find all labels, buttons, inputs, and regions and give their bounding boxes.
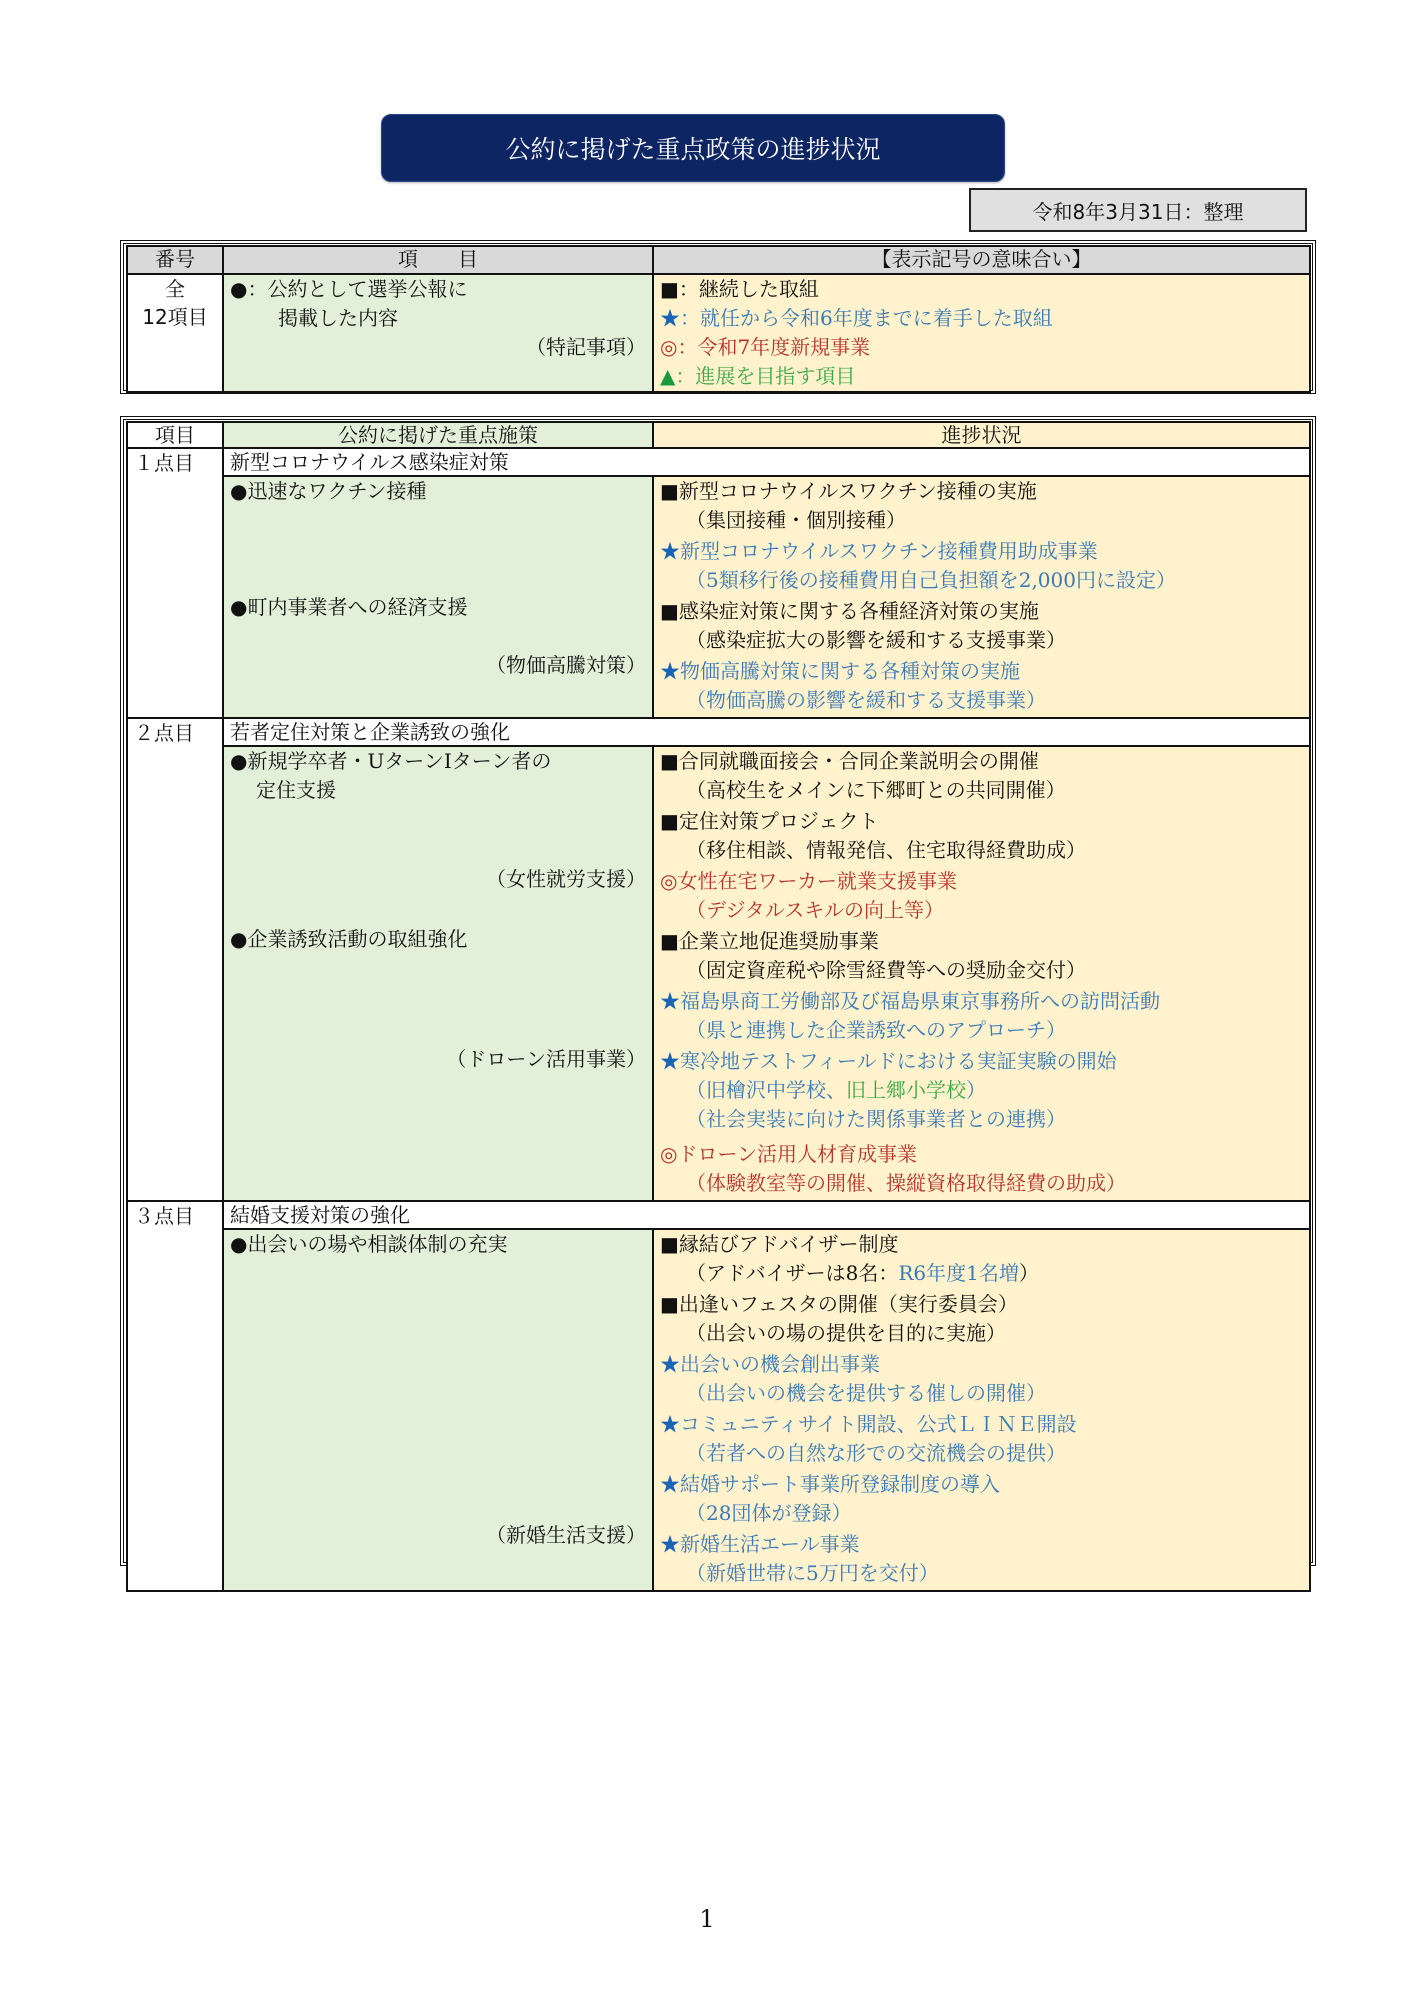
star-icon: ★: [660, 1412, 680, 1436]
policy-vaccination: ●迅速なワクチン接種: [230, 479, 427, 503]
section-3-header: [127, 1201, 1310, 1229]
section-2-progress: [653, 746, 1310, 1201]
legend-cell: [653, 274, 1310, 392]
item-line-2: 掲載した内容: [278, 306, 398, 330]
policy-settlement: ●新規学卒者・UターンIターン者の: [230, 749, 552, 773]
progress-item: ■縁結びアドバイザー制度 （アドバイザーは8名：R6年度1名増）: [660, 1232, 1039, 1285]
policy-note-price: （物価高騰対策）: [486, 653, 646, 677]
square-icon: ■: [660, 1232, 679, 1256]
number-cell: [127, 274, 223, 392]
header-legend: 【表示記号の意味合い】: [653, 246, 1310, 274]
section-2-title: 若者定住対策と企業誘致の強化: [223, 718, 1310, 746]
page-title: 公約に掲げた重点政策の進捗状況: [381, 114, 1005, 182]
section-3-title: 結婚支援対策の強化: [223, 1201, 1310, 1229]
section-1-header: [127, 448, 1310, 476]
star-icon: ★: [660, 539, 680, 563]
policy-note-newlywed: （新婚生活支援）: [486, 1523, 646, 1547]
section-3-body: [127, 1229, 1310, 1591]
section-1-number: １点目: [127, 448, 223, 718]
legend-item-progress: ▲：進展を目指す項目: [660, 364, 856, 388]
section-3-policies: [223, 1229, 653, 1591]
number-line-1: 全: [165, 277, 185, 301]
header-item: 項 目: [223, 246, 653, 274]
square-icon: ■: [660, 749, 679, 773]
policy-note-women: （女性就労支援）: [486, 867, 646, 891]
section-2-policies: [223, 746, 653, 1201]
progress-item: ★寒冷地テストフィールドにおける実証実験の開始 （旧檜沢中学校、旧上郷小学校） （社会実装に向けた関係事業者との連携）: [660, 1049, 1117, 1131]
star-icon: ★: [660, 1049, 680, 1073]
header-policy: 公約に掲げた重点施策: [223, 422, 653, 448]
header-number: 番号: [127, 246, 223, 274]
main-table: [126, 421, 1311, 1592]
header-progress: 進捗状況: [653, 422, 1310, 448]
section-2-header: [127, 718, 1310, 746]
progress-item: ■感染症対策に関する各種経済対策の実施 （感染症拡大の影響を緩和する支援事業）: [660, 599, 1066, 652]
square-icon: ■: [660, 479, 679, 503]
number-line-2: 12項目: [142, 305, 208, 329]
square-icon: ■: [660, 599, 679, 623]
triangle-icon: ▲: [660, 364, 676, 388]
progress-item: ■新型コロナウイルスワクチン接種の実施 （集団接種・個別接種）: [660, 479, 1037, 532]
section-1-progress: [653, 476, 1310, 718]
page-number: 1: [699, 1905, 715, 1933]
policy-company-attraction: ●企業誘致活動の取組強化: [230, 927, 468, 951]
square-icon: ■: [660, 277, 679, 301]
progress-item: ■合同就職面接会・合同企業説明会の開催 （高校生をメインに下郷町との共同開催）: [660, 749, 1066, 802]
policy-settlement-line2: 定住支援: [256, 778, 336, 802]
progress-item: ★物価高騰対策に関する各種対策の実施 （物価高騰の影響を緩和する支援事業）: [660, 659, 1046, 712]
item-note: （特記事項）: [526, 335, 646, 359]
double-circle-icon: ◎: [660, 1142, 678, 1166]
double-circle-icon: ◎: [660, 869, 678, 893]
star-icon: ★: [660, 659, 680, 683]
star-icon: ★: [660, 1472, 680, 1496]
section-3-progress: [653, 1229, 1310, 1591]
policy-note-drone: （ドローン活用事業）: [446, 1047, 646, 1071]
progress-item: ◎女性在宅ワーカー就業支援事業 （デジタルスキルの向上等）: [660, 869, 958, 922]
section-3-number: ３点目: [127, 1201, 223, 1591]
section-1-policies: [223, 476, 653, 718]
square-icon: ■: [660, 1292, 679, 1316]
date-label: 令和8年3月31日：整理: [969, 188, 1307, 232]
star-icon: ★: [660, 989, 680, 1013]
section-2-number: ２点目: [127, 718, 223, 1201]
star-icon: ★: [660, 306, 680, 330]
progress-item: ★福島県商工労働部及び福島県東京事務所への訪問活動 （県と連携した企業誘致へのアプローチ）: [660, 989, 1160, 1042]
progress-item: ◎ドローン活用人材育成事業 （体験教室等の開催、操縦資格取得経費の助成）: [660, 1142, 1126, 1195]
double-circle-icon: ◎: [660, 335, 678, 359]
legend-item-new: ◎：令和7年度新規事業: [660, 335, 871, 359]
square-icon: ■: [660, 809, 679, 833]
policy-economic-support: ●町内事業者への経済支援: [230, 595, 468, 619]
progress-item: ■出逢いフェスタの開催（実行委員会） （出会いの場の提供を目的に実施）: [660, 1292, 1018, 1345]
progress-item: ■企業立地促進奨励事業 （固定資産税や除雪経費等への奨励金交付）: [660, 929, 1086, 982]
progress-item: ■定住対策プロジェクト （移住相談、情報発信、住宅取得経費助成）: [660, 809, 1086, 862]
legend-item-started: ★：就任から令和6年度までに着手した取組: [660, 306, 1053, 330]
star-icon: ★: [660, 1352, 680, 1376]
legend-item-continued: ■：継続した取組: [660, 277, 819, 301]
star-icon: ★: [660, 1532, 680, 1556]
legend-table: [126, 245, 1311, 393]
policy-matchmaking: ●出会いの場や相談体制の充実: [230, 1232, 508, 1256]
progress-item: ★出会いの機会創出事業 （出会いの機会を提供する催しの開催）: [660, 1352, 1046, 1405]
section-1-title: 新型コロナウイルス感染症対策: [223, 448, 1310, 476]
progress-item: ★結婚サポート事業所登録制度の導入 （28団体が登録）: [660, 1472, 1000, 1525]
progress-item: ★コミュニティサイト開設、公式ＬＩＮＥ開設 （若者への自然な形での交流機会の提供）: [660, 1412, 1077, 1465]
section-1-body: [127, 476, 1310, 718]
square-icon: ■: [660, 929, 679, 953]
section-2-body: [127, 746, 1310, 1201]
progress-item: ★新型コロナウイルスワクチン接種費用助成事業 （5類移行後の接種費用自己負担額を2,000円に設定）: [660, 539, 1176, 592]
progress-item: ★新婚生活エール事業 （新婚世帯に5万円を交付）: [660, 1532, 939, 1585]
item-line-1: ●：公約として選挙公報に: [230, 277, 468, 301]
header-section: 項目: [127, 422, 223, 448]
item-cell: [223, 274, 653, 392]
